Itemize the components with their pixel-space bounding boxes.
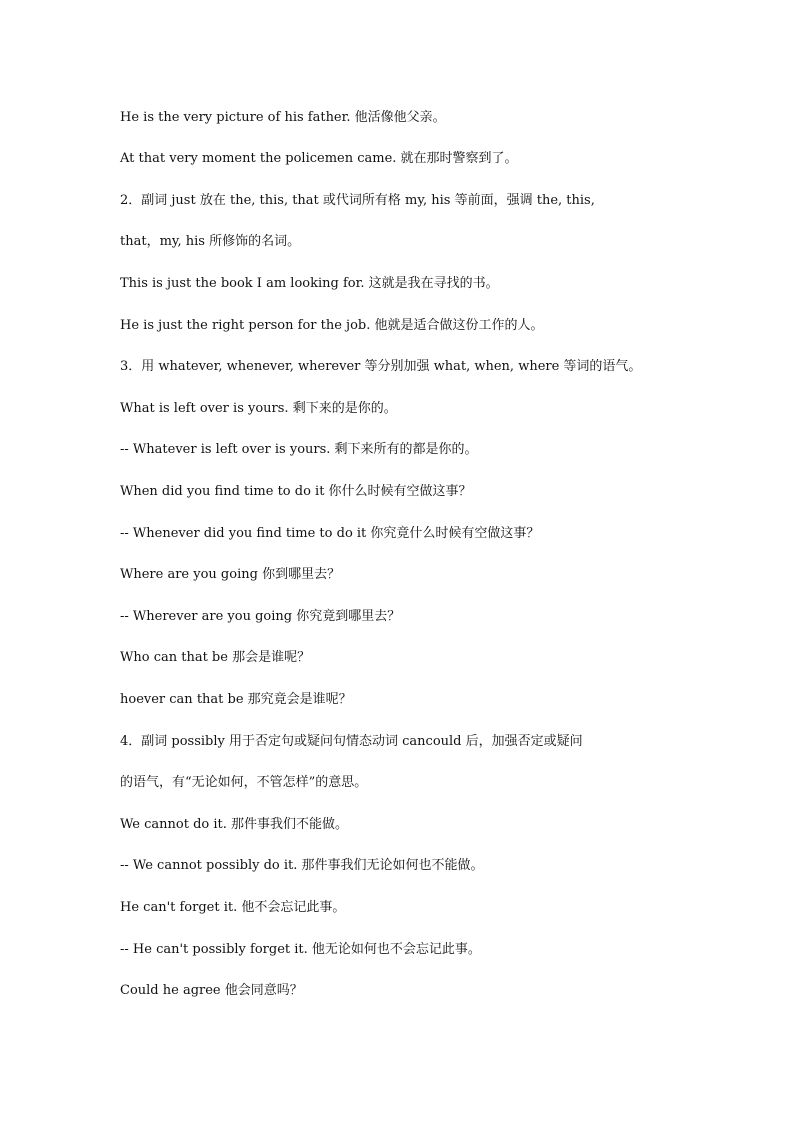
text-line: -- Wherever are you going 你究竟到哪里去？ bbox=[120, 609, 401, 624]
text-line: Where are you going 你到哪里去？ bbox=[120, 567, 341, 582]
text-line: At that very moment the policemen came. 就在那时警察到了。 bbox=[120, 151, 518, 166]
text-line: -- Whatever is left over is yours. 剩下来所有的都是你的。 bbox=[120, 442, 478, 457]
text-line: This is just the book I am looking for. 这就是我在寻找的书。 bbox=[120, 276, 499, 291]
text-line: He is just the right person for the job. 他就是适合做这份工作的人。 bbox=[120, 318, 544, 333]
text-line: 3．用 whatever, whenever, wherever 等分别加强 what, when, where 等词的语气。 bbox=[120, 359, 642, 374]
text-line: We cannot do it. 那件事我们不能做。 bbox=[120, 817, 349, 832]
text-line: 2．副词 just 放在 the, this, that 或代词所有格 my, his 等前面，强调 the, this, bbox=[120, 193, 595, 208]
text-line: He can't forget it. 他不会忘记此事。 bbox=[120, 900, 346, 915]
text-line: Who can that be 那会是谁呢？ bbox=[120, 650, 311, 665]
text-line: 的语气，有“无论如何，不管怎样”的意思。 bbox=[120, 775, 368, 790]
text-line: Could he agree 他会同意吗？ bbox=[120, 983, 303, 998]
text-line: When did you find time to do it 你什么时候有空做这事？ bbox=[120, 484, 472, 499]
text-line: -- Whenever did you find time to do it 你究竟什么时候有空做这事？ bbox=[120, 526, 540, 541]
text-line: that，my, his 所修饰的名词。 bbox=[120, 234, 301, 249]
text-line: 4．副词 possibly 用于否定句或疑问句情态动词 cancould 后，加强否定或疑问 bbox=[120, 734, 583, 749]
text-line: -- We cannot possibly do it. 那件事我们无论如何也不能做。 bbox=[120, 858, 484, 873]
text-line: -- He can't possibly forget it. 他无论如何也不会忘记此事。 bbox=[120, 942, 481, 957]
text-line: He is the very picture of his father. 他活像他父亲。 bbox=[120, 110, 446, 125]
text-line: What is left over is yours. 剩下来的是你的。 bbox=[120, 401, 397, 416]
text-line: hoever can that be 那究竟会是谁呢？ bbox=[120, 692, 352, 707]
